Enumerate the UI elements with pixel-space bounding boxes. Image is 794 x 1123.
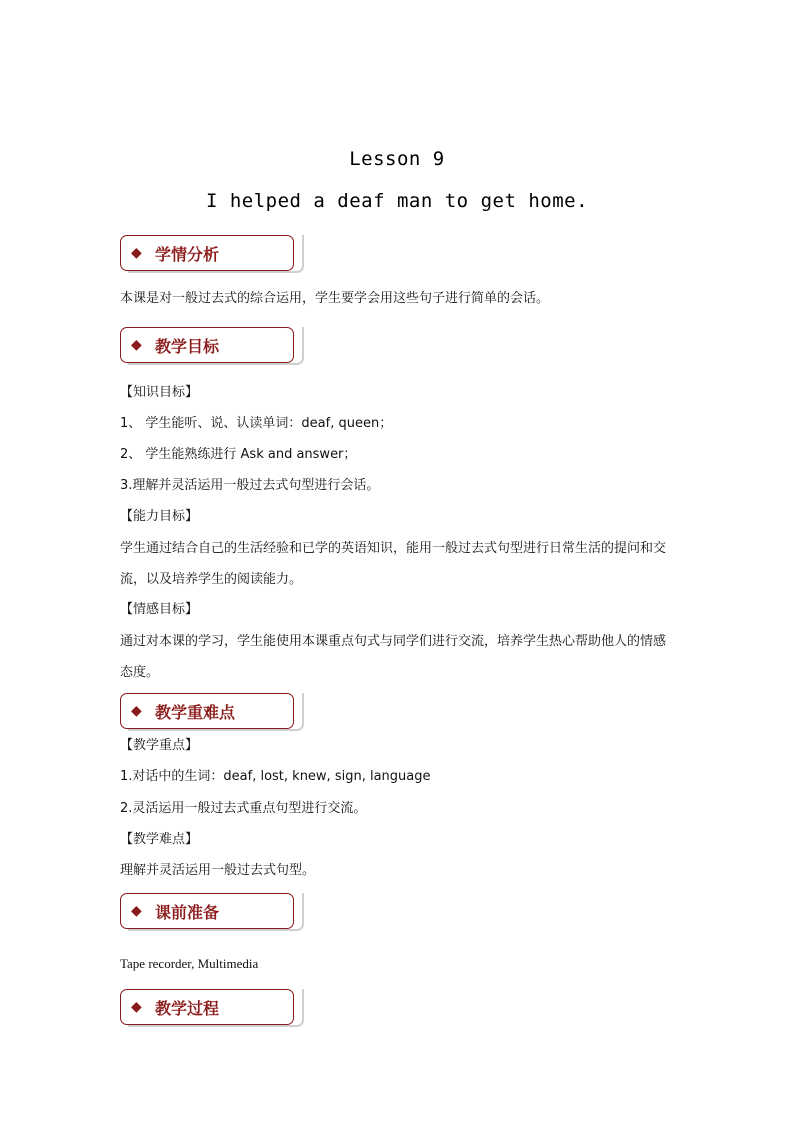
emotion-title: 【情感目标】 (120, 602, 199, 617)
lesson-subtitle: I helped a deaf man to get home. (205, 190, 589, 212)
section-header-label: 教学重难点 (155, 703, 236, 722)
diamond-icon: ◆ (131, 903, 142, 919)
section-header-process (120, 989, 294, 1025)
knowledge-item: 3.理解并灵活运用一般过去式句型进行会话。 (120, 478, 380, 493)
ability-text: 学生通过结合自己的生活经验和已学的英语知识，能用一般过去式句型进行日常生活的提问和交流，以及培养学生的阅读能力。 (120, 541, 667, 587)
analysis-text: 本课是对一般过去式的综合运用，学生要学会用这些句子进行简单的会话。 (120, 291, 550, 306)
lesson-title: Lesson 9 (349, 148, 445, 170)
focus-title: 【教学重点】 (120, 738, 199, 753)
difficulty-text: 理解并灵活运用一般过去式句型。 (120, 863, 316, 878)
difficulty-title: 【教学难点】 (120, 832, 199, 847)
section-header-label: 教学过程 (155, 999, 220, 1018)
section-header-key-points (120, 693, 294, 729)
section-header-preparation (120, 893, 294, 929)
diamond-icon: ◆ (131, 337, 142, 353)
ability-title: 【能力目标】 (120, 509, 199, 524)
diamond-icon: ◆ (131, 703, 142, 719)
section-header-label: 教学目标 (155, 337, 220, 356)
section-header-label: 学情分析 (155, 245, 220, 264)
knowledge-title: 【知识目标】 (120, 385, 199, 400)
section-header-objectives (120, 327, 294, 363)
emotion-text: 通过对本课的学习，学生能使用本课重点句式与同学们进行交流，培养学生热心帮助他人的情感态度。 (120, 634, 667, 680)
section-header-analysis (120, 235, 294, 271)
focus-item: 2.灵活运用一般过去式重点句型进行交流。 (120, 801, 367, 816)
knowledge-item: 2、 学生能熟练进行 Ask and answer； (120, 447, 357, 462)
knowledge-item: 1、 学生能听、说、认读单词：deaf, queen； (120, 416, 393, 431)
diamond-icon: ◆ (131, 999, 142, 1015)
section-header-label: 课前准备 (155, 903, 220, 922)
diamond-icon: ◆ (131, 245, 142, 261)
preparation-text: Tape recorder, Multimedia (120, 956, 259, 971)
focus-item: 1.对话中的生词：deaf, lost, knew, sign, language (120, 769, 431, 784)
